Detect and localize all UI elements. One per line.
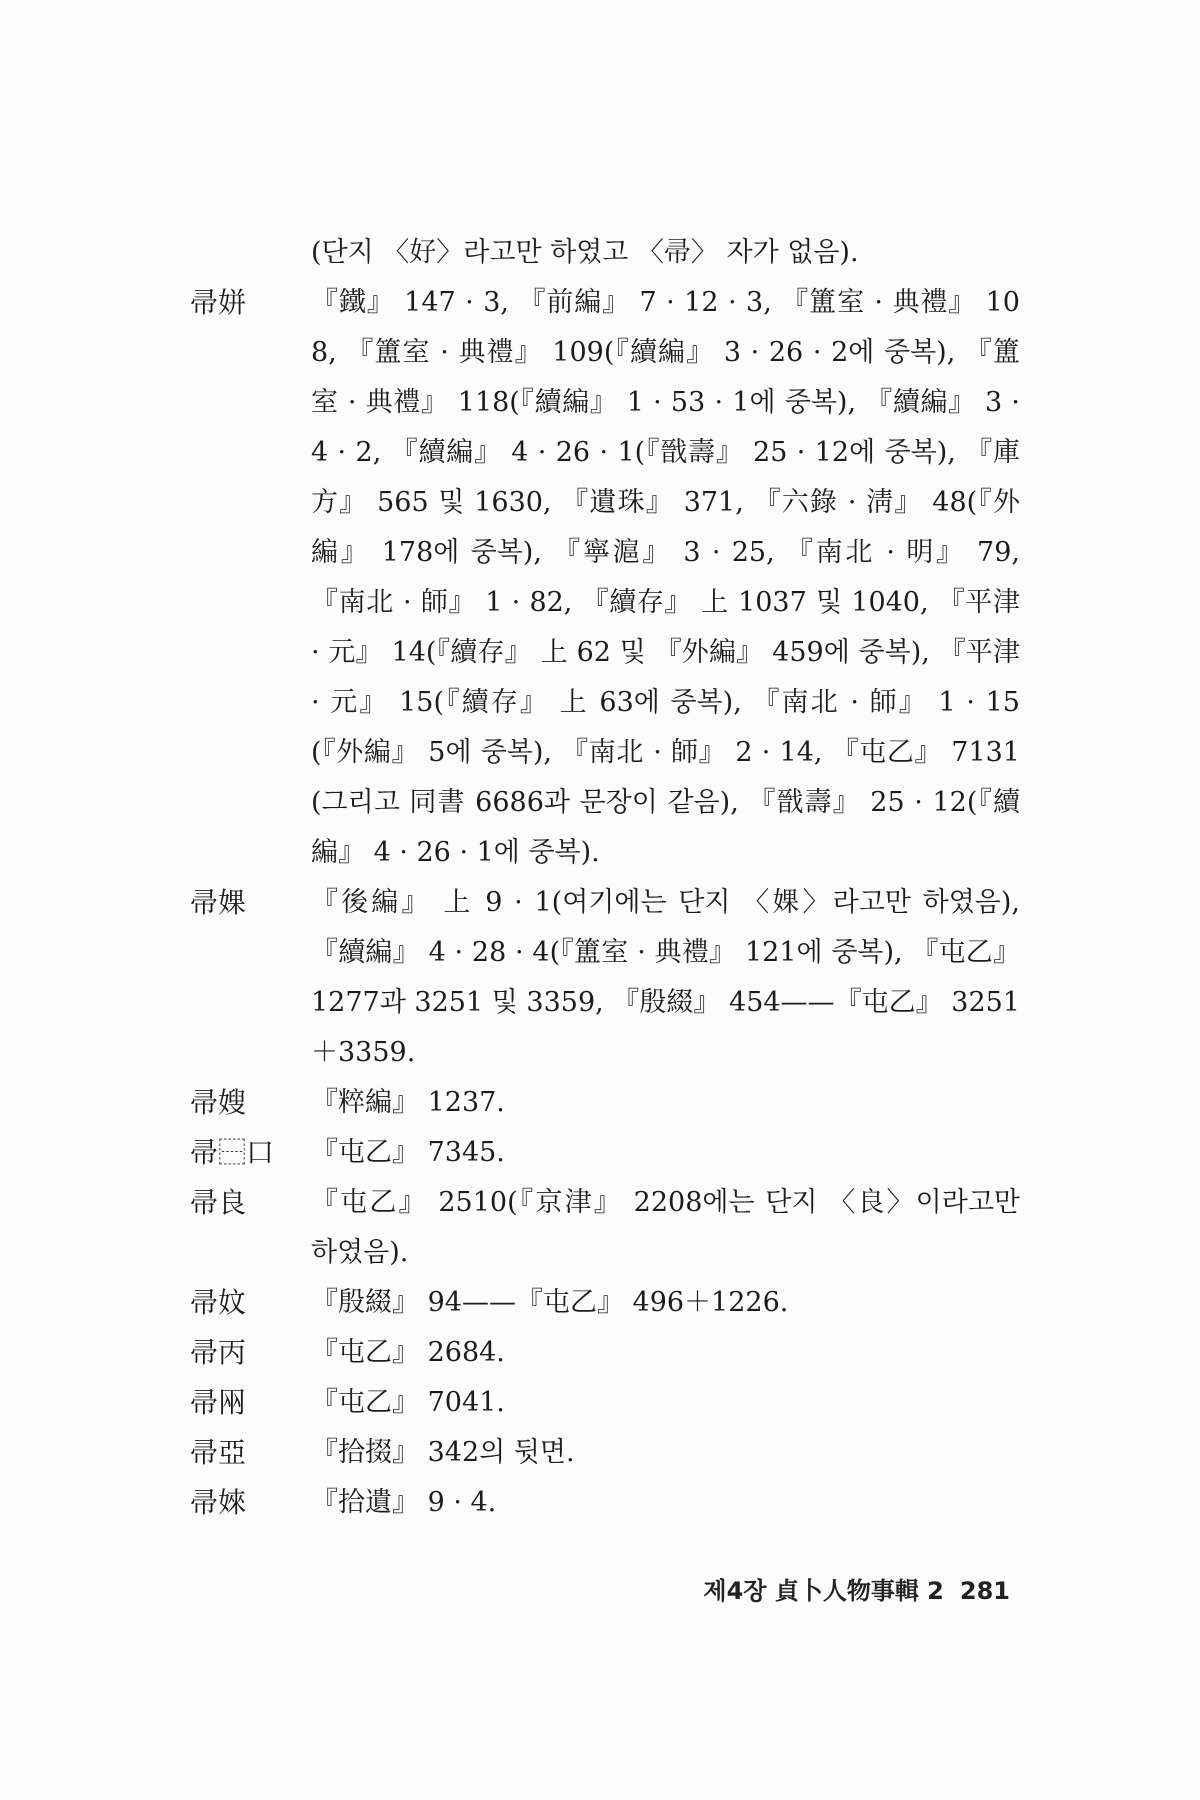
entry-list [190, 228, 1020, 1528]
entry-body: 『鐵』 147 · 3, 『前編』 7 · 12 · 3, 『簠室 · 典禮』 108, 『簠室 · 典禮』 109(『續編』 3 · 26 · 2에 중복), 『簠室 · 典禮』 118(『續編』 1 · 53 · 1에 중복), 『續編』 3 · 4 · 2, 『續編』 4 · 26 · 1(『戩壽』 25 · 12에 중복), 『庫方』 565 및 1630, 『遺珠』 371, 『六錄 · 淸』 48(『外編』 178에 중복), 『寧滬』 3 · 25, 『南北 · 明』 79, 『南北 · 師』 1 · 82, 『續存』 上 1037 및 1040, 『平津 · 元』 14(『續存』 上 62 및 『外編』 459에 중복), 『平津 · 元』 15(『續存』 上 63에 중복), 『南北 · 師』 1 · 15(『外編』 5에 중복), 『南北 · 師』 2 · 14, 『屯乙』 7131(그리고 同書 6686과 문장이 같음), 『戩壽』 25 · 12(『續編』 4 · 26 · 1에 중복). [311, 287, 1020, 868]
entry [190, 1178, 1020, 1278]
page-number: 281 [959, 1577, 1010, 1605]
entry [190, 1128, 1020, 1178]
continuation-text: (단지 〈好〉라고만 하였고 〈帚〉 자가 없음). [311, 237, 859, 268]
entry-head: 帚嫂 [190, 1086, 247, 1119]
entry-body: 『粹編』 1237. [311, 1087, 505, 1118]
entry-head: 帚亞 [190, 1436, 247, 1469]
entry [190, 1328, 1020, 1378]
running-head: 제4장 貞卜人物事輯 2 [703, 1577, 944, 1605]
entry [190, 1428, 1020, 1478]
entry [190, 1078, 1020, 1128]
entry-body: 『屯乙』 7041. [311, 1387, 505, 1418]
entry-body: 『屯乙』 7345. [311, 1137, 505, 1168]
entry [190, 1378, 1020, 1428]
entry-head: 帚良 [190, 1186, 247, 1219]
entry-head: 帚㒳 [190, 1386, 247, 1419]
entry [190, 878, 1020, 1078]
entry [190, 1278, 1020, 1328]
entry-head: 帚婡 [190, 1486, 247, 1519]
entry-body: 『屯乙』 2510(『京津』 2208에는 단지 〈良〉이라고만 하였음). [311, 1187, 1020, 1268]
entry-head: 帚婐 [190, 886, 247, 919]
entry [190, 1478, 1020, 1528]
entry-head: 帚⿱口 [190, 1136, 275, 1169]
entry-head: 帚姘 [190, 286, 247, 319]
entry-body: 『拾掇』 342의 뒷면. [311, 1437, 575, 1468]
entry-head: 帚丙 [190, 1336, 247, 1369]
entry-body: 『殷綴』 94——『屯乙』 496＋1226. [311, 1287, 789, 1318]
entry-body: 『後編』 上 9 · 1(여기에는 단지 〈婐〉라고만 하였음), 『續編』 4 · 28 · 4(『簠室 · 典禮』 121에 중복), 『屯乙』 1277과 3251 및 3359, 『殷綴』 454——『屯乙』 3251＋3359. [311, 887, 1020, 1068]
entry-body: 『屯乙』 2684. [311, 1337, 505, 1368]
entry-body: 『拾遺』 9 · 4. [311, 1487, 497, 1518]
page-footer [703, 1576, 1010, 1606]
entry [190, 278, 1020, 878]
entry-head: 帚妏 [190, 1286, 247, 1319]
